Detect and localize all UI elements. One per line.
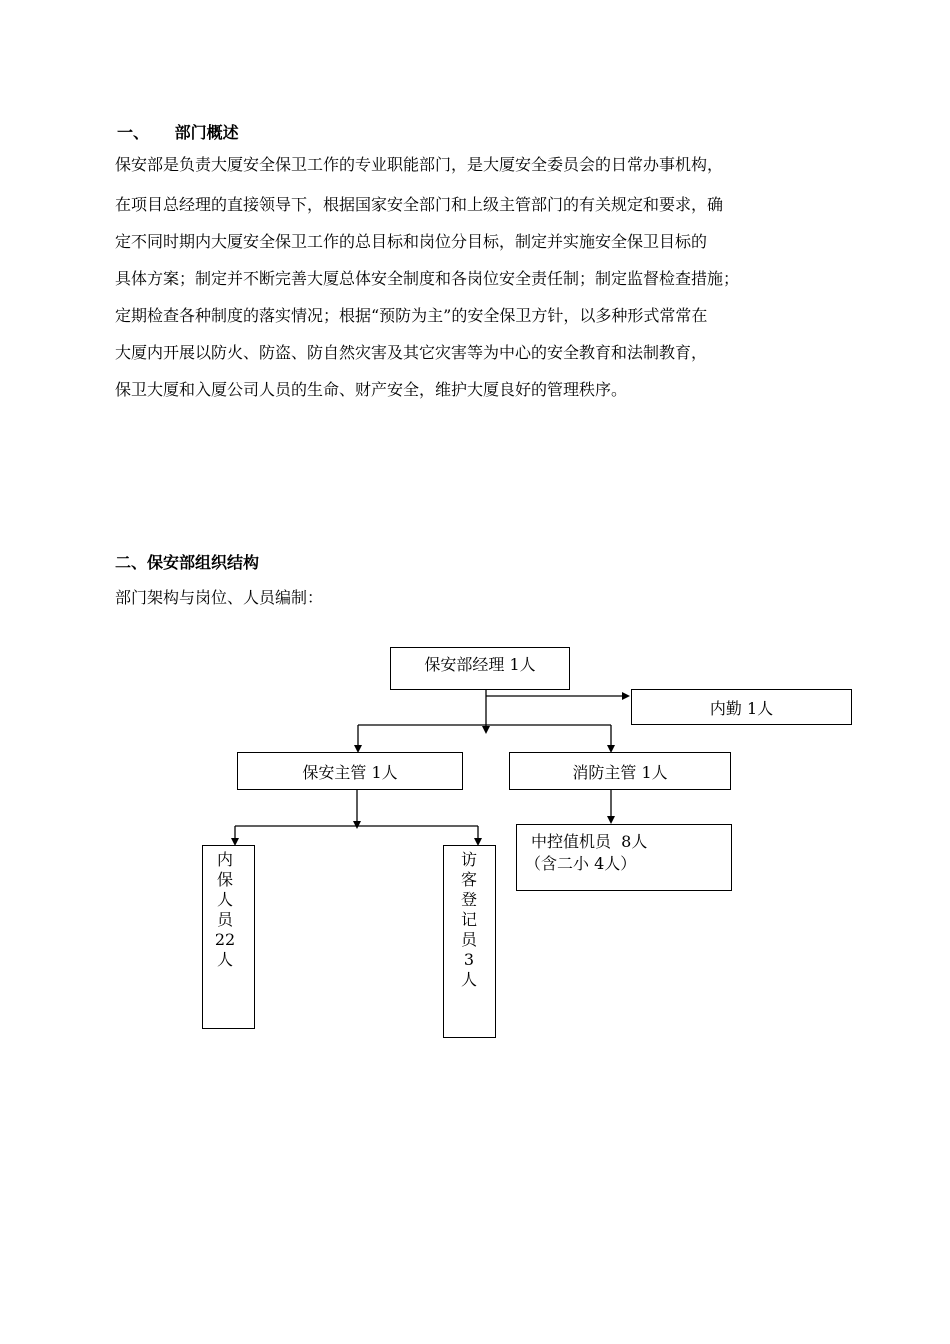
section1-line: 定期检查各种制度的落实情况；根据“预防为主”的安全保卫方针，以多种形式常常在	[115, 306, 708, 325]
org-visitor-clerk-char: 登	[460, 890, 477, 909]
org-visitor-clerk-char: 人	[460, 970, 477, 989]
org-control-room-box	[516, 824, 732, 891]
org-fire-supervisor-label: 消防主管 1人	[572, 762, 668, 782]
section1-line: 大厦内开展以防火、防盗、防自然灾害及其它灾害等为中心的安全教育和法制教育，	[115, 343, 708, 362]
org-clerk-box	[631, 689, 852, 725]
org-clerk-label: 内勤 1人	[709, 698, 774, 718]
org-visitor-clerk-char: 员	[460, 930, 477, 949]
arrow-head	[482, 726, 490, 734]
org-inner-guard-char: 人	[216, 950, 233, 969]
org-visitor-clerk-char: 客	[460, 870, 477, 889]
arrow-head	[607, 816, 615, 824]
section2-subtitle: 部门架构与岗位、人员编制：	[115, 588, 324, 607]
arrow-head	[353, 821, 361, 829]
org-visitor-clerk-char: 记	[460, 910, 477, 929]
org-control-room-line1: 中控值机员 8人	[531, 832, 648, 851]
section1-number: 一、	[117, 123, 150, 142]
arrow-head	[622, 692, 630, 700]
org-inner-guard-char: 人	[216, 890, 233, 909]
section2-title: 二、保安部组织结构	[115, 553, 260, 572]
section1-line: 保安部是负责大厦安全保卫工作的专业职能部门，是大厦安全委员会的日常办事机构，	[115, 155, 724, 174]
org-control-room-line2: （含二小 4人）	[525, 854, 637, 873]
section1-line: 在项目总经理的直接领导下，根据国家安全部门和上级主管部门的有关规定和要求，确	[115, 195, 724, 214]
org-security-supervisor-label: 保安主管 1人	[302, 762, 398, 782]
section1-line: 保卫大厦和入厦公司人员的生命、财产安全，维护大厦良好的管理秩序。	[115, 380, 628, 399]
org-inner-guard-char: 内	[216, 850, 233, 869]
org-fire-supervisor-box	[509, 752, 731, 790]
org-inner-guard-char: 保	[216, 870, 233, 889]
section1-title: 部门概述	[174, 123, 239, 142]
section1-line: 定不同时期内大厦安全保卫工作的总目标和岗位分目标，制定并实施安全保卫目标的	[115, 232, 708, 251]
org-visitor-clerk-char: 访	[460, 850, 477, 869]
org-inner-guard-char: 22	[214, 930, 236, 949]
org-manager-label: 保安部经理 1人	[424, 655, 536, 674]
org-security-supervisor-box	[237, 752, 463, 790]
org-visitor-clerk-box	[443, 845, 496, 1038]
org-visitor-clerk-char: 3	[463, 950, 475, 969]
org-manager-box	[390, 647, 570, 690]
org-inner-guard-box	[202, 845, 255, 1029]
section1-line: 具体方案；制定并不断完善大厦总体安全制度和各岗位安全责任制；制定监督检查措施；	[115, 269, 740, 288]
org-inner-guard-char: 员	[216, 910, 233, 929]
